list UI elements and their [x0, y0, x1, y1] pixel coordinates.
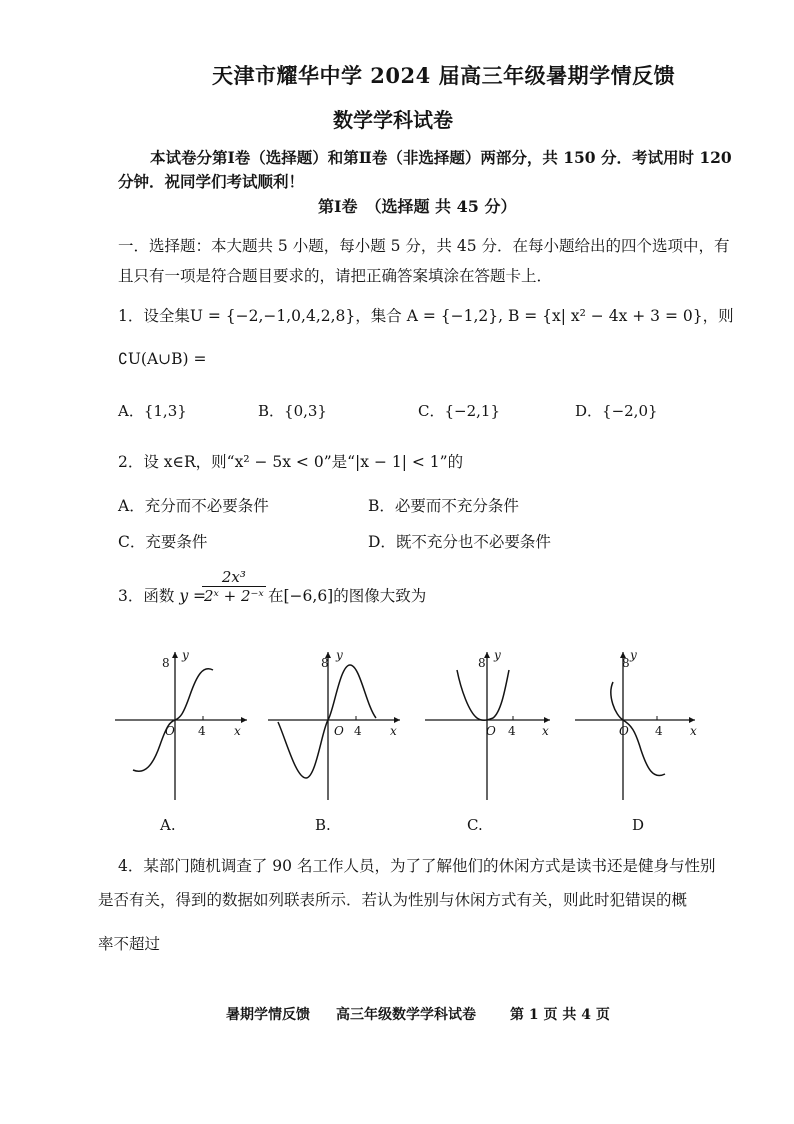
intro-line-1: 本试卷分第Ⅰ卷（选择题）和第Ⅱ卷（非选择题）两部分，共 150 分．考试用时 120 — [150, 148, 732, 167]
section-instruction-1: 一．选择题：本大题共 5 小题，每小题 5 分，共 45 分．在每小题给出的四个选项中，有 — [118, 237, 730, 255]
q3-option-b: B. — [315, 816, 331, 834]
graph-c-y-label: y — [494, 648, 501, 662]
footer-page-number: 第 1 页 共 4 页 — [510, 1007, 610, 1023]
q4-line-2: 是否有关，得到的数据如列联表所示．若认为性别与休闲方式有关，则此时犯错误的概 — [98, 891, 688, 909]
graph-a-eight: 8 — [162, 656, 170, 670]
page-subtitle: 数学学科试卷 — [333, 108, 453, 132]
q3-option-c: C. — [467, 816, 483, 834]
q3-suffix: 在[−6,6]的图像大致为 — [268, 587, 427, 605]
q1-option-a: A．{1,3} — [118, 402, 187, 420]
graph-a — [115, 650, 250, 800]
q1-option-d: D．{−2,0} — [575, 402, 658, 420]
graph-a-y-label: y — [182, 648, 189, 662]
q4-line-3: 率不超过 — [98, 935, 161, 953]
graph-c-x-label: x — [542, 724, 549, 738]
graph-c-four: 4 — [508, 724, 516, 738]
graph-b-eight: 8 — [321, 656, 329, 670]
graph-a-x-label: x — [234, 724, 241, 738]
section-heading: 第Ⅰ卷 （选择题 共 45 分） — [318, 197, 517, 216]
graph-d-eight: 8 — [622, 656, 630, 670]
q3-option-a: A. — [160, 816, 176, 834]
section-instruction-2: 且只有一项是符合题目要求的，请把正确答案填涂在答题卡上． — [118, 267, 553, 285]
graph-a-origin: O — [165, 724, 175, 738]
q3-stem — [118, 584, 206, 606]
q2-option-c: C．充要条件 — [118, 533, 208, 551]
q2-option-a: A．充分而不必要条件 — [118, 497, 269, 515]
q2-option-b: B．必要而不充分条件 — [368, 497, 519, 515]
page-title: 天津市耀华中学 2024 届高三年级暑期学情反馈 — [212, 63, 676, 88]
q3-denominator: 2ˣ + 2⁻ˣ — [204, 587, 264, 605]
q1-option-b: B．{0,3} — [258, 402, 327, 420]
graph-d-y-label: y — [630, 648, 637, 662]
q3-fraction — [202, 568, 266, 605]
graph-b-y-label: y — [336, 648, 343, 662]
graph-b-origin: O — [334, 724, 344, 738]
q3-option-d: D — [632, 816, 645, 834]
graph-d-origin: O — [619, 724, 629, 738]
graph-d-x-label: x — [690, 724, 697, 738]
graph-d-four: 4 — [655, 724, 663, 738]
q3-numerator: 2x³ — [202, 568, 266, 587]
q2-stem: 2．设 x∈R，则“x² − 5x < 0”是“|x − 1| < 1”的 — [118, 453, 464, 471]
q4-line-1: 4．某部门随机调查了 90 名工作人员，为了了解他们的休闲方式是读书还是健身与性别 — [118, 857, 716, 875]
q2-option-d: D．既不充分也不必要条件 — [368, 533, 551, 551]
q1-stem-2: ∁U(A∪B) = — [118, 350, 207, 368]
q3-prefix: 3．函数 — [118, 587, 175, 605]
intro-line-2: 分钟．祝同学们考试顺利！ — [118, 172, 305, 191]
graph-c-origin: O — [486, 724, 496, 738]
q1-option-c: C．{−2,1} — [418, 402, 500, 420]
graph-a-four: 4 — [198, 724, 206, 738]
q1-stem: 1．设全集U = {−2,−1,0,4,2,8}，集合 A = {−1,2}, B = {x| x² − 4x + 3 = 0}，则 — [118, 307, 734, 325]
q3-y: y = — [179, 587, 206, 605]
graph-b-four: 4 — [354, 724, 362, 738]
footer-left: 暑期学情反馈 — [226, 1007, 310, 1023]
footer-middle: 高三年级数学学科试卷 — [336, 1007, 476, 1023]
graph-b-x-label: x — [390, 724, 397, 738]
graph-c-eight: 8 — [478, 656, 486, 670]
